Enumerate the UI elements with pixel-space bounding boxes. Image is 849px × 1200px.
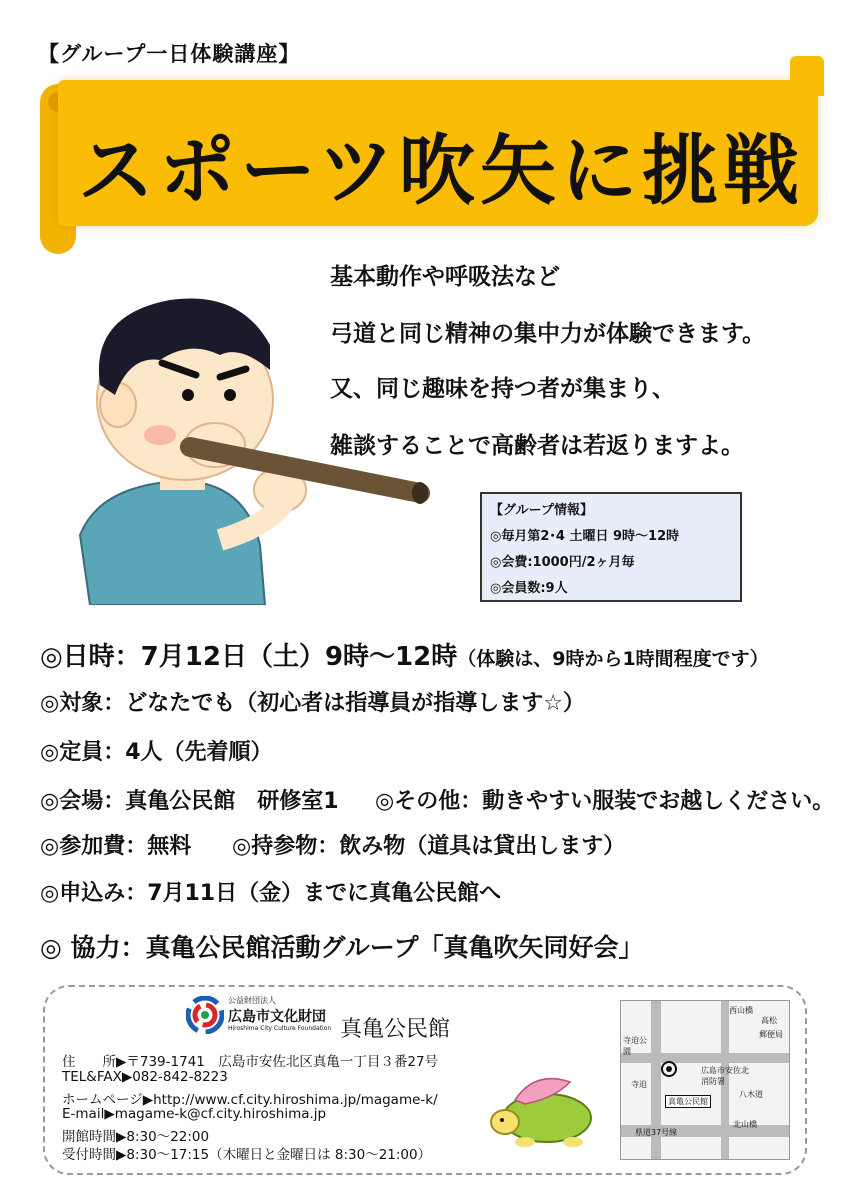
event-datetime	[40, 636, 769, 673]
group-info-members: ◎会員数:9人	[490, 581, 568, 596]
event-datetime-main: ◎日時：7月12日（土）9時～12時	[40, 642, 458, 672]
group-info-box	[480, 492, 742, 602]
footer-homepage: ホームページ▶http://www.cf.city.hiroshima.jp/magame-k/	[62, 1092, 438, 1108]
intro-line-3: 又、同じ趣味を持つ者が集まり、	[330, 376, 675, 402]
event-apply: ◎申込み：7月11日（金）までに真亀公民館へ	[40, 881, 502, 906]
group-info-title: 【グループ情報】	[490, 503, 593, 518]
map-label-hall: 真亀公民館	[665, 1095, 711, 1108]
footer-open-hours: 開館時間▶8:30～22:00	[62, 1129, 210, 1145]
turtle-mascot-illustration	[485, 1070, 605, 1150]
event-target: ◎対象：どなたでも（初心者は指導員が指導します☆）	[40, 691, 585, 716]
intro-line-4: 雑談することで高齢者は若返りますよ。	[330, 433, 744, 459]
event-fee: ◎参加費：無料	[40, 834, 192, 859]
hall-name: 真亀公民館	[340, 1017, 451, 1042]
banner-scroll-end	[790, 56, 824, 96]
map-label-terasako: 寺迫	[631, 1080, 647, 1089]
footer-address: 住 所▶〒739-1741 広島市安佐北区真亀一丁目３番27号	[62, 1054, 439, 1070]
event-other: ◎その他：動きやすい服装でお越しください。	[375, 789, 835, 814]
map-label-yagi: 八木道	[739, 1090, 763, 1099]
map-label-kitayama-bridge: 北山橋	[733, 1120, 757, 1129]
map-label-takamatsu: 高松	[761, 1016, 777, 1025]
map-label-route: 県道37号線	[635, 1128, 678, 1137]
group-info-fee: ◎会費:1000円/2ヶ月毎	[490, 555, 635, 570]
footer-reception-hours: 受付時間▶8:30～17:15（木曜日と金曜日は 8:30～21:00）	[62, 1147, 432, 1163]
page-title: スポーツ吹矢に挑戦	[78, 126, 804, 215]
culture-foundation-logo	[186, 996, 224, 1034]
access-map	[620, 1000, 790, 1160]
group-info-schedule: ◎毎月第2･4 土曜日 9時～12時	[490, 529, 680, 544]
event-cooperation: ◎ 協力：真亀公民館活動グループ「真亀吹矢同好会」	[40, 933, 644, 962]
event-datetime-note: （体験は、9時から1時間程度です）	[457, 648, 769, 670]
event-capacity: ◎定員：4人（先着順）	[40, 740, 273, 765]
org-english-name: Hiroshima City Culture Foundation	[228, 1025, 332, 1032]
map-label-fire-station: 広島市安佐北消防署	[701, 1066, 749, 1086]
org-name: 広島市文化財団	[228, 1009, 326, 1025]
footer-tel: TEL&FAX▶082-842-8223	[62, 1069, 228, 1085]
footer-email: E-mail▶magame-k@cf.city.hiroshima.jp	[62, 1106, 327, 1122]
map-label-post-office: 郵便局	[759, 1030, 783, 1039]
map-label-park: 寺迫公園	[623, 1036, 647, 1056]
org-type-label: 公益財団法人	[228, 996, 276, 1005]
intro-line-2: 弓道と同じ精神の集中力が体験できます。	[330, 321, 766, 347]
event-belongings: ◎持参物：飲み物（道具は貸出します）	[232, 834, 626, 859]
event-category-label: 【グループ一日体験講座】	[38, 42, 301, 66]
map-label-nishiyama-bridge: 西山橋	[729, 1006, 753, 1015]
intro-line-1: 基本動作や呼吸法など	[330, 264, 560, 290]
event-venue: ◎会場：真亀公民館 研修室1	[40, 789, 339, 814]
